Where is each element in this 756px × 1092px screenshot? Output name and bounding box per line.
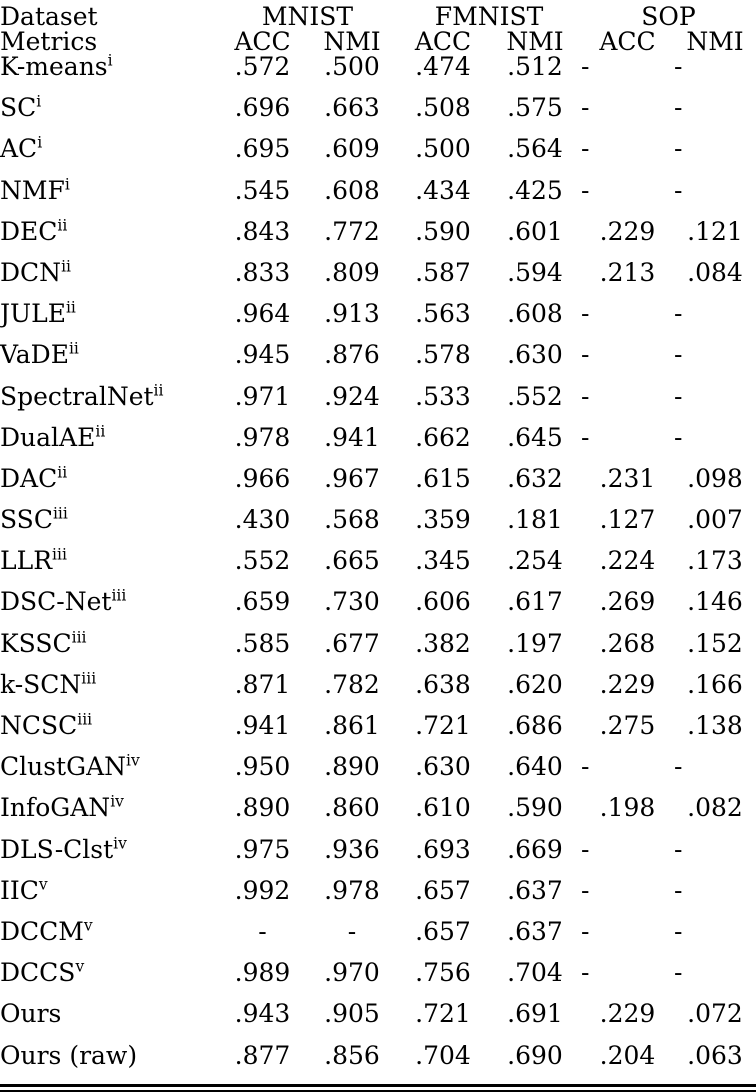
- table-row: [0, 1043, 756, 1084]
- table-cell: -: [581, 422, 590, 452]
- table-cell: -: [674, 752, 683, 782]
- table-row: [0, 95, 756, 136]
- table-cell: .645: [507, 422, 563, 452]
- row-method-label: SSC$^{iii}$: [0, 504, 68, 535]
- table-cell: -: [674, 381, 683, 411]
- table-cell: .860: [324, 793, 380, 823]
- table-cell: .772: [324, 216, 380, 246]
- table-cell: .590: [507, 793, 563, 823]
- table-cell: -: [674, 875, 683, 905]
- table-cell: .508: [415, 93, 471, 123]
- table-cell: .500: [415, 134, 471, 164]
- table-cell: -: [674, 916, 683, 946]
- table-cell: .941: [234, 711, 291, 740]
- table-cell: .967: [324, 463, 380, 493]
- header-row-metrics: [0, 29, 756, 54]
- row-method-superscript: i: [37, 134, 43, 153]
- table-cell: -: [581, 834, 590, 864]
- row-method-label: Ours (raw): [0, 1040, 138, 1070]
- table-cell: .610: [415, 793, 471, 823]
- table-cell: .084: [687, 257, 743, 287]
- table-cell: .945: [234, 340, 291, 370]
- table-cell: .425: [507, 175, 563, 205]
- table-cell: .659: [234, 587, 291, 617]
- table-cell: .669: [507, 834, 563, 864]
- table-cell: .756: [415, 958, 471, 988]
- header-metric-fmnist-nmi: NMI: [506, 27, 564, 56]
- header-group-sop: SOP: [641, 2, 696, 31]
- row-method-label: DualAE$^{ii}$: [0, 422, 106, 452]
- table-cell: .970: [324, 958, 380, 988]
- table-cell: .578: [415, 340, 471, 370]
- table-cell: .704: [415, 1040, 471, 1070]
- header-metric-mnist-nmi: NMI: [323, 27, 381, 56]
- table-cell: .269: [599, 587, 656, 617]
- row-method-superscript: ii: [68, 339, 79, 358]
- table-cell: .662: [415, 422, 471, 452]
- header-metric-mnist-acc: ACC: [234, 27, 291, 56]
- table-cell: .978: [234, 422, 291, 452]
- table-cell: .609: [324, 134, 380, 164]
- header-row-datasets: [0, 4, 756, 29]
- table-cell: .608: [324, 175, 380, 205]
- row-method-label: DAC$^{ii}$: [0, 463, 68, 493]
- table-cell: -: [674, 299, 683, 329]
- table-row: [0, 425, 756, 466]
- table-cell: .474: [415, 52, 471, 81]
- table-cell: .213: [599, 257, 656, 287]
- table-cell: .877: [234, 1040, 291, 1070]
- table-cell: .063: [687, 1040, 743, 1070]
- table-cell: -: [674, 175, 683, 205]
- table-cell: .690: [507, 1040, 563, 1070]
- table-cell: -: [347, 916, 357, 946]
- table-cell: .552: [507, 381, 563, 411]
- table-cell: .585: [234, 628, 291, 658]
- row-method-superscript: ii: [57, 216, 68, 235]
- table-cell: -: [674, 958, 683, 988]
- table-row: [0, 507, 756, 548]
- table-cell: -: [581, 752, 590, 782]
- table-cell: .905: [324, 999, 380, 1029]
- header-group-fmnist: FMNIST: [434, 2, 544, 31]
- table-cell: .913: [324, 299, 380, 329]
- row-method-label: $SC^i$: [0, 92, 42, 123]
- table-cell: .637: [507, 916, 563, 946]
- row-method-superscript: iii: [111, 587, 127, 606]
- row-method-label: DSC-Net$^{iii}$: [0, 587, 127, 617]
- row-method-label: NCSC$^{iii}$: [0, 710, 93, 740]
- table-cell: .843: [234, 216, 291, 246]
- table-cell: .564: [507, 134, 563, 164]
- table-cell: .146: [687, 587, 743, 617]
- row-method-superscript: iii: [81, 669, 97, 688]
- table-cell: -: [581, 916, 590, 946]
- row-method-superscript: iv: [110, 793, 124, 812]
- table-cell: -: [581, 134, 590, 164]
- row-method-superscript: i: [64, 175, 70, 194]
- table-cell: .943: [234, 999, 291, 1029]
- table-row: [0, 754, 756, 795]
- table-cell: .924: [324, 381, 380, 411]
- table-cell: .254: [507, 546, 563, 576]
- table-cell: .181: [507, 505, 563, 535]
- row-method-superscript: iii: [52, 545, 67, 564]
- table-cell: .630: [415, 752, 471, 782]
- table-cell: .434: [415, 175, 471, 205]
- table-cell: -: [581, 299, 590, 329]
- table-cell: -: [581, 93, 590, 123]
- table-cell: .072: [687, 999, 743, 1029]
- table-cell: .975: [234, 834, 291, 864]
- table-cell: .861: [324, 711, 380, 740]
- table-cell: .198: [599, 793, 656, 823]
- table-cell: .007: [687, 505, 743, 535]
- table-row: [0, 713, 756, 754]
- table-cell: .229: [599, 999, 656, 1029]
- row-method-superscript: iv: [126, 751, 140, 770]
- table-cell: .657: [415, 875, 471, 905]
- table-cell: .782: [324, 669, 380, 699]
- table-cell: .890: [234, 793, 291, 823]
- row-method-superscript: v: [75, 957, 85, 976]
- row-method-label: SpectralNet$^{ii}$: [0, 381, 164, 411]
- table-cell: .941: [324, 422, 380, 452]
- table-cell: .978: [324, 875, 380, 905]
- table-cell: -: [674, 834, 683, 864]
- row-method-label: DCCM$^v$: [0, 916, 93, 946]
- row-method-superscript: ii: [61, 257, 71, 276]
- table-cell: .098: [687, 463, 743, 493]
- row-method-label: KSSC$^{iii}$: [0, 628, 87, 658]
- table-cell: .936: [324, 834, 380, 864]
- table-cell: -: [581, 52, 590, 81]
- table-cell: .971: [234, 381, 291, 411]
- table-cell: -: [674, 93, 683, 123]
- row-method-label: InfoGAN$^{iv}$: [0, 793, 124, 823]
- row-method-superscript: iv: [113, 834, 127, 853]
- header-metrics-label: Metrics: [0, 27, 98, 56]
- table-cell: .275: [599, 711, 656, 740]
- table-cell: .809: [324, 257, 380, 287]
- row-method-superscript: v: [83, 916, 93, 935]
- table-cell: -: [581, 958, 590, 988]
- row-method-superscript: v: [38, 875, 48, 894]
- table-row: [0, 301, 756, 342]
- table-row: [0, 960, 756, 1001]
- table-row: [0, 878, 756, 919]
- table-cell: .594: [507, 257, 563, 287]
- row-method-label: ClustGAN$^{iv}$: [0, 751, 140, 782]
- table-cell: .173: [687, 546, 743, 576]
- table-cell: -: [674, 422, 683, 452]
- table-cell: .204: [599, 1040, 656, 1070]
- table-cell: .268: [599, 628, 656, 658]
- table-cell: .552: [234, 546, 291, 576]
- table-cell: .166: [687, 669, 743, 699]
- table-row: [0, 54, 756, 95]
- table-cell: .966: [234, 463, 291, 493]
- table-cell: .665: [324, 546, 380, 576]
- table-cell: .127: [599, 505, 656, 535]
- row-method-superscript: iii: [71, 628, 87, 647]
- table-cell: .197: [507, 628, 563, 658]
- table-cell: .686: [507, 711, 563, 740]
- table-row: [0, 795, 756, 836]
- row-method-superscript: iii: [77, 710, 93, 729]
- table-cell: .590: [415, 216, 471, 246]
- table-cell: .121: [687, 216, 743, 246]
- header-metric-sop-acc: ACC: [599, 27, 656, 56]
- table-row: [0, 219, 756, 260]
- table-cell: .964: [234, 299, 291, 329]
- table-cell: .721: [415, 999, 471, 1029]
- table-cell: .677: [324, 628, 380, 658]
- row-method-label: DLS-Clst$^{iv}$: [0, 834, 127, 864]
- table-cell: .545: [234, 175, 291, 205]
- table-cell: .382: [415, 628, 471, 658]
- header-metric-sop-nmi: NMI: [686, 27, 744, 56]
- table-cell: .695: [234, 134, 291, 164]
- table-row: [0, 672, 756, 713]
- row-method-label: K-means$^i$: [0, 51, 113, 81]
- table-cell: .890: [324, 752, 380, 782]
- table-cell: .696: [234, 93, 291, 123]
- row-method-label: NMF$^i$: [0, 175, 70, 205]
- table-cell: .345: [415, 546, 471, 576]
- table-cell: .992: [234, 875, 291, 905]
- table-row: [0, 837, 756, 878]
- table-cell: .657: [415, 916, 471, 946]
- table-cell: .615: [415, 463, 471, 493]
- table-cell: .691: [507, 999, 563, 1029]
- table-cell: .704: [507, 958, 563, 988]
- table-cell: .601: [507, 216, 563, 246]
- row-method-label: k-SCN$^{iii}$: [0, 669, 97, 699]
- table-row: [0, 919, 756, 960]
- header-metric-fmnist-acc: ACC: [414, 27, 472, 56]
- table-row: [0, 384, 756, 425]
- table-cell: -: [581, 175, 590, 205]
- row-method-label: DCN$^{ii}$: [0, 257, 71, 287]
- table-cell: .730: [324, 587, 380, 617]
- table-cell: .229: [599, 669, 656, 699]
- table-cell: -: [674, 52, 683, 81]
- table-cell: .568: [324, 505, 380, 535]
- table-cell: -: [581, 875, 590, 905]
- table-cell: -: [674, 134, 683, 164]
- table-cell: .876: [324, 340, 380, 370]
- row-method-label: LLR$^{iii}$: [0, 545, 67, 576]
- table-row: [0, 136, 756, 177]
- table-cell: .152: [687, 628, 743, 658]
- table-row: [0, 1001, 756, 1042]
- table-cell: .637: [507, 875, 563, 905]
- table-cell: .430: [234, 505, 291, 535]
- table-row: [0, 342, 756, 383]
- row-method-label: IIC$^v$: [0, 875, 48, 905]
- table-row: [0, 548, 756, 589]
- table-cell: .617: [507, 587, 563, 617]
- row-method-label: DEC$^{ii}$: [0, 216, 68, 246]
- header-group-mnist: MNIST: [261, 2, 354, 31]
- row-method-superscript: iii: [52, 504, 68, 523]
- table-cell: -: [581, 340, 590, 370]
- table-cell: .856: [324, 1040, 380, 1070]
- table-cell: .500: [324, 52, 380, 81]
- row-method-superscript: ii: [65, 298, 76, 317]
- table-body: [0, 51, 756, 1084]
- table-cell: .082: [687, 793, 743, 823]
- table-row: [0, 178, 756, 219]
- table-row: [0, 466, 756, 507]
- table-cell: .721: [415, 711, 471, 740]
- row-method-superscript: i: [107, 51, 113, 70]
- table-cell: .989: [234, 958, 291, 988]
- table-cell: .231: [599, 463, 656, 493]
- row-method-label: VaDE$^{ii}$: [0, 339, 79, 370]
- table-cell: .630: [507, 340, 563, 370]
- row-method-label: Ours: [0, 999, 62, 1029]
- table-cell: -: [581, 381, 590, 411]
- row-method-superscript: ii: [57, 463, 68, 482]
- table-cell: .640: [507, 752, 563, 782]
- table-cell: -: [674, 340, 683, 370]
- table-cell: .572: [234, 52, 291, 81]
- table-cell: .620: [507, 669, 563, 699]
- table-cell: .693: [415, 834, 471, 864]
- table-cell: .575: [507, 93, 563, 123]
- table-cell: .563: [415, 299, 471, 329]
- table-cell: .871: [234, 669, 291, 699]
- row-method-superscript: ii: [153, 381, 164, 400]
- table-cell: .950: [234, 752, 291, 782]
- table-cell: .229: [599, 216, 656, 246]
- table-row: [0, 589, 756, 630]
- row-method-label: DCCS$^v$: [0, 957, 85, 988]
- row-method-label: $AC^i$: [0, 134, 43, 164]
- table-bottom-rule: [0, 1084, 756, 1092]
- row-method-superscript: i: [36, 92, 42, 111]
- table-cell: .632: [507, 463, 563, 493]
- table-header: [0, 4, 756, 54]
- table-cell: .833: [234, 257, 291, 287]
- table-cell: .359: [415, 505, 471, 535]
- table-cell: .512: [507, 52, 563, 81]
- table-cell: .533: [415, 381, 471, 411]
- table-cell: -: [258, 916, 267, 946]
- row-method-label: JULE$^{ii}$: [0, 298, 76, 329]
- table-row: [0, 631, 756, 672]
- row-method-superscript: ii: [95, 422, 106, 441]
- header-dataset-label: Dataset: [0, 2, 98, 31]
- table-cell: .138: [687, 711, 743, 740]
- table-cell: .608: [507, 299, 563, 329]
- table-cell: .638: [415, 669, 471, 699]
- table-cell: .587: [415, 257, 471, 287]
- table-cell: .606: [415, 587, 471, 617]
- table-cell: .663: [324, 93, 380, 123]
- results-table: [0, 4, 756, 1084]
- table-row: [0, 260, 756, 301]
- table-cell: .224: [599, 546, 656, 576]
